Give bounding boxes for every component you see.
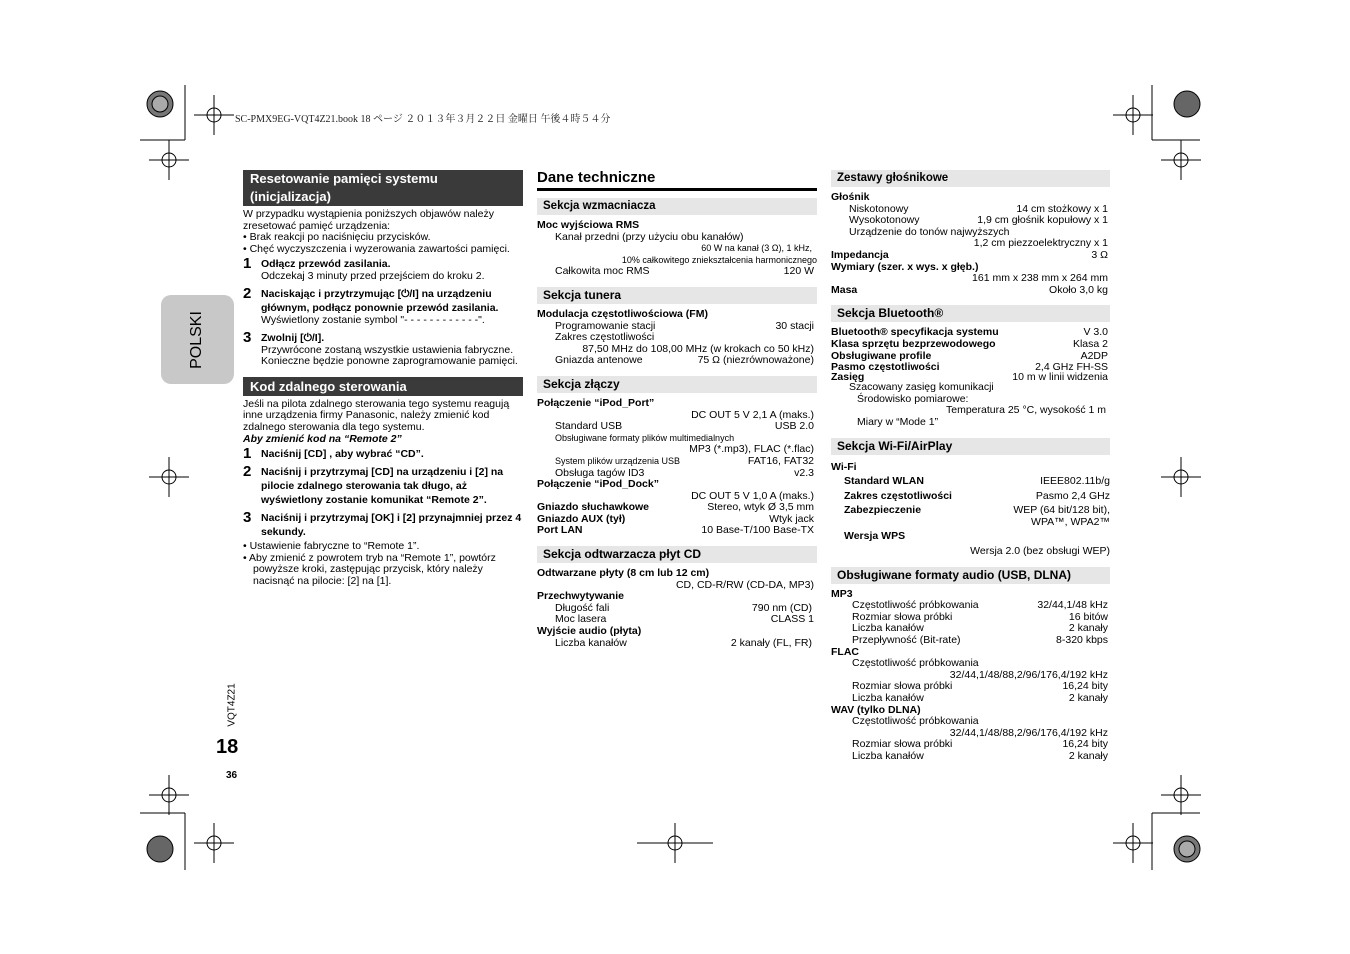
mp3-ch: Liczba kanałów 2 kanały: [852, 622, 1108, 635]
spk-super: Urządzenie do tonów najwyższych: [849, 225, 1010, 238]
reset-step-2: 2 Naciskając i przytrzymując [⏻/I] na urządzeniu głównym, podłącz ponownie przewód zasilania.: [243, 284, 499, 314]
reset-step-3-sub: Przywrócone zostaną wszystkie ustawienia fabryczne.: [261, 343, 514, 356]
amp-front: Kanał przedni (przy użyciu obu kanałów): [555, 230, 744, 243]
fmt-flac: FLAC: [831, 645, 859, 658]
conn-fmt-value: MP3 (*.mp3), FLAC (*.flac): [689, 443, 814, 456]
mp3-bits: Rozmiar słowa próbki 16 bitów: [852, 610, 1108, 623]
tuner-range-value: 87,50 MHz do 108,00 MHz (w krokach co 50 kHz): [582, 342, 814, 355]
conn-aux: Gniazdo AUX (tył) Wtyk jack: [537, 512, 814, 525]
fmt-wav: WAV (tylko DLNA): [831, 703, 921, 716]
spk-mass: Masa Około 3,0 kg: [831, 283, 1108, 296]
spk-super-value: 1,2 cm piezzoelektryczny x 1: [973, 237, 1108, 250]
bt-class: Klasa sprzętu bezprzewodowego Klasa 2: [831, 337, 1108, 350]
wifi-freq: Zakres częstotliwości Pasmo 2,4 GHz: [844, 489, 1110, 502]
conn-title: Sekcja złączy: [537, 376, 817, 393]
conn-hp: Gniazdo słuchawkowe Stereo, wtyk Ø 3,5 mm: [537, 501, 814, 514]
wifi-std: Standard WLAN IEEE802.11b/g: [844, 475, 1110, 488]
remote-intro: Jeśli na pilota zdalnego sterowania tego systemu reagują inne urządzenia firmy Panasonic, należy zmienić kod zdalnego sterowania dla tego systemu.: [243, 397, 510, 433]
tuner-ant: Gniazda antenowe 75 Ω (niezrównoważone): [555, 354, 814, 367]
conn-lan: Port LAN 10 Base-T/100 Base-TX: [537, 524, 814, 537]
remote-title: Kod zdalnego sterowania: [243, 377, 523, 396]
left-column: [243, 170, 523, 588]
wifi-wps: Wersja WPS: [844, 530, 906, 543]
wav-ch: Liczba kanałów 2 kanały: [852, 749, 1108, 762]
conn-ipod-value: DC OUT 5 V 2,1 A (maks.): [691, 408, 814, 421]
amp-rms: Moc wyjściowa RMS: [537, 219, 640, 231]
wav-bits: Rozmiar słowa próbki 16,24 bity: [852, 738, 1108, 751]
mid-column: [537, 170, 817, 649]
mp3-br: Przepływność (Bit-rate) 8-320 kbps: [852, 634, 1108, 647]
flac-ch: Liczba kanałów 2 kanały: [852, 692, 1108, 704]
conn-dock: Połączenie “iPod_Dock”: [537, 478, 659, 491]
bt-band: Pasmo częstotliwości 2,4 GHz FH-SS: [831, 361, 1108, 374]
spk-title: Zestawy głośnikowe: [831, 170, 1110, 187]
cd-laser: Moc lasera CLASS 1: [555, 613, 814, 626]
spec-title: Dane techniczne: [537, 170, 817, 191]
mp3-sr: Częstotliwość próbkowania 32/44,1/48 kHz: [852, 599, 1108, 612]
remote-bullet: • Aby zmienić z powrotem tryb na “Remote 1”, powtórz powyższe kroki, zastępując przycisk, który należy nacisnąć na pilocie: [2] na [1].: [243, 551, 496, 587]
conn-id3: Obsługa tagów ID3 v2.3: [555, 466, 814, 479]
amp-front-value: 10% całkowitego zniekształcenia harmonicznego: [621, 254, 817, 265]
flac-sr: Częstotliwość próbkowania: [852, 657, 979, 670]
reset-bullet: • Chęć wyczyszczenia i wyzerowania zawartości pamięci.: [243, 242, 510, 255]
page-number: 18: [216, 736, 239, 758]
flac-sr-value: 32/44,1/48/88,2/96/176,4/192 kHz: [949, 668, 1108, 681]
conn-ipod: Połączenie “iPod_Port”: [537, 396, 655, 409]
reset-step-1-sub: Odczekaj 3 minuty przed przejściem do kroku 2.: [261, 270, 485, 283]
cd-ch: Liczba kanałów 2 kanały (FL, FR): [555, 636, 812, 649]
wifi-title: Sekcja Wi-Fi/AirPlay: [831, 438, 1110, 455]
remote-step-2: 2 Naciśnij i przytrzymaj [CD] na urządzeniu i [2] na pilocie zdalnego sterowania tak długo, aż wyświetlony zostanie komunikat “Remote 2”.: [243, 463, 504, 507]
reset-step-2-sub: Wyświetlony zostanie symbol "- - - - - - - - - - - -".: [261, 313, 485, 326]
file-header: SC-PMX9EG-VQT4Z21.book 18 ページ ２０１３年３月２２日 金曜日 午後４時５４分: [235, 114, 611, 125]
conn-usb: Standard USB USB 2.0: [555, 420, 814, 433]
bt-mode: Miary w “Mode 1”: [857, 415, 939, 428]
reset-step-3-sub: Konieczne będzie ponowne zaprogramowanie pamięci.: [261, 355, 518, 368]
conn-fmt: Obsługiwane formaty plików multimedialnych: [555, 432, 735, 443]
wav-sr-value: 32/44,1/48/88,2/96/176,4/192 kHz: [949, 726, 1108, 739]
fmt-title: Obsługiwane formaty audio (USB, DLNA): [831, 567, 1110, 584]
spk-dim-value: 161 mm x 238 mm x 264 mm: [972, 272, 1108, 285]
wifi-head: Wi-Fi: [831, 460, 857, 473]
fmt-mp3: MP3: [831, 587, 853, 600]
reset-title: Resetowanie pamięci systemu (inicjalizacja): [243, 170, 523, 206]
bt-range: Zasięg 10 m w linii widzenia: [831, 371, 1108, 384]
remote-bullet: • Ustawienie fabryczne to “Remote 1”.: [243, 540, 420, 553]
language-tab-label: POLSKI: [188, 311, 205, 369]
spk-high: Wysokotonowy 1,9 cm głośnik kopułowy x 1: [849, 214, 1108, 227]
reset-intro: W przypadku wystąpienia poniższych objawów należy zresetować pamięć urządzenia:: [243, 208, 494, 232]
tuner-mod: Modulacja częstotliwościowa (FM): [537, 307, 708, 320]
spk-imp: Impedancja 3 Ω: [831, 248, 1108, 261]
spk-low: Niskotonowy 14 cm stożkowy x 1: [849, 202, 1108, 215]
cd-disc-value: CD, CD-R/RW (CD-DA, MP3): [675, 578, 814, 591]
wifi-sec-value: WPA™, WPA2™: [1031, 515, 1110, 528]
bt-spec: Bluetooth® specyfikacja systemu V 3.0: [831, 326, 1108, 339]
tuner-range: Zakres częstotliwości: [555, 331, 655, 344]
tuner-title: Sekcja tunera: [537, 287, 817, 304]
spk-gl: Głośnik: [831, 191, 870, 203]
flac-bits: Rozmiar słowa próbki 16,24 bity: [852, 680, 1108, 693]
cd-wave: Długość fali 790 nm (CD): [555, 601, 812, 614]
wifi-wps-value: Wersja 2.0 (bez obsługi WEP): [970, 545, 1110, 558]
remote-how: Aby zmienić kod na “Remote 2”: [243, 432, 402, 445]
cd-title: Sekcja odtwarzacza płyt CD: [537, 546, 817, 563]
bt-env: Środowisko pomiarowe:: [857, 392, 969, 405]
side-code: VQT4Z21: [226, 683, 238, 727]
cd-pick: Przechwytywanie: [537, 590, 624, 603]
right-column: [831, 170, 1110, 763]
bt-est: Szacowany zasięg komunikacji: [849, 381, 994, 394]
tuner-prog: Programowanie stacji 30 stacji: [555, 319, 814, 332]
wifi-sec: Zabezpieczenie WEP (64 bit/128 bit),: [844, 504, 1110, 517]
amp-title: Sekcja wzmacniacza: [537, 198, 817, 215]
conn-fs: System plików urządzenia USB FAT16, FAT32: [555, 454, 814, 467]
wav-sr: Częstotliwość próbkowania: [852, 715, 979, 728]
reset-step-3: 3 Zwolnij [⏻/I].: [243, 328, 325, 346]
bt-title: Sekcja Bluetooth®: [831, 305, 1110, 322]
cd-disc: Odtwarzane płyty (8 cm lub 12 cm): [537, 567, 710, 580]
bt-temp: Temperatura 25 °C, wysokość 1 m: [945, 404, 1106, 417]
bt-prof: Obsługiwane profile A2DP: [831, 349, 1108, 362]
remote-step-1: 1 Naciśnij [CD] , aby wybrać “CD”.: [243, 445, 424, 463]
conn-dock-value: DC OUT 5 V 1,0 A (maks.): [691, 489, 814, 502]
page-small: 36: [226, 770, 238, 781]
spk-dim: Wymiary (szer. x wys. x głęb.): [831, 260, 979, 273]
reset-bullet: • Brak reakcji po naciśnięciu przycisków.: [243, 231, 431, 244]
reset-step-1: 1 Odłącz przewód zasilania.: [243, 255, 391, 273]
remote-step-3: 3 Naciśnij i przytrzymaj [OK] i [2] przynajmniej przez 4 sekundy.: [243, 509, 522, 539]
amp-front-value: 60 W na kanał (3 Ω), 1 kHz,: [701, 243, 812, 254]
cd-out: Wyjście audio (płyta): [537, 625, 642, 638]
amp-total: Całkowita moc RMS 120 W: [555, 265, 814, 278]
